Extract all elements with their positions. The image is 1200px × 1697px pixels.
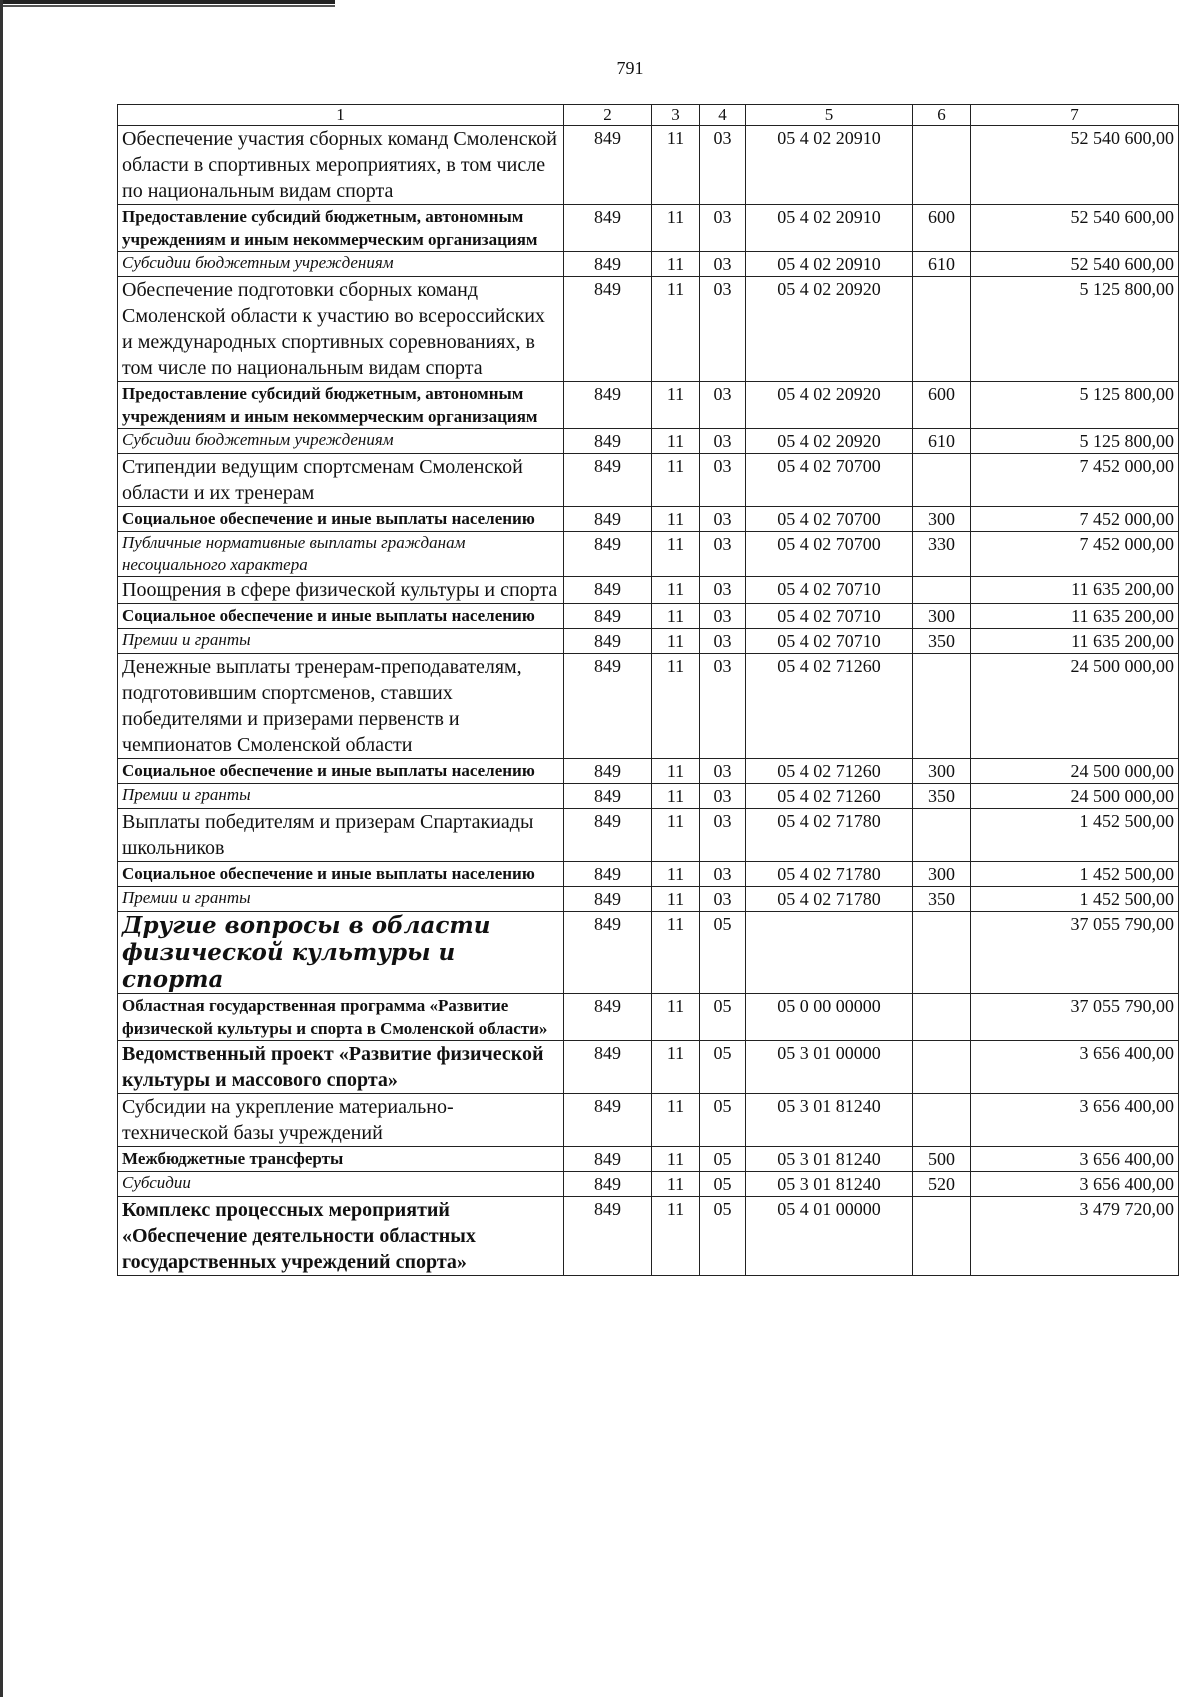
ministry-code: 849 xyxy=(564,809,652,862)
target-article-code: 05 3 01 00000 xyxy=(746,1041,913,1094)
amount: 52 540 600,00 xyxy=(971,252,1179,277)
budget-table xyxy=(117,104,1179,1276)
page-number: 791 xyxy=(616,58,644,78)
amount: 24 500 000,00 xyxy=(971,654,1179,759)
subsection-code: 05 xyxy=(700,1041,746,1094)
section-code: 11 xyxy=(652,1094,700,1147)
ministry-code: 849 xyxy=(564,887,652,912)
ministry-code: 849 xyxy=(564,382,652,429)
target-article-code: 05 4 02 71780 xyxy=(746,887,913,912)
subsection-code: 03 xyxy=(700,532,746,577)
ministry-code: 849 xyxy=(564,454,652,507)
ministry-code: 849 xyxy=(564,577,652,604)
item-name: Субсидии бюджетным учреждениям xyxy=(118,252,564,277)
target-article-code: 05 4 02 71260 xyxy=(746,759,913,784)
ministry-code: 849 xyxy=(564,1094,652,1147)
target-article-code: 05 4 02 70710 xyxy=(746,629,913,654)
ministry-code: 849 xyxy=(564,1197,652,1276)
target-article-code: 05 4 01 00000 xyxy=(746,1197,913,1276)
expense-type-code xyxy=(913,1094,971,1147)
subsection-code: 03 xyxy=(700,809,746,862)
target-article-code: 05 3 01 81240 xyxy=(746,1147,913,1172)
target-article-code: 05 4 02 20920 xyxy=(746,277,913,382)
table-row xyxy=(118,1041,1179,1094)
expense-type-code xyxy=(913,277,971,382)
subsection-code: 03 xyxy=(700,205,746,252)
target-article-code: 05 4 02 70700 xyxy=(746,532,913,577)
expense-type-code: 600 xyxy=(913,205,971,252)
table-row xyxy=(118,205,1179,252)
target-article-code xyxy=(746,912,913,994)
amount: 3 656 400,00 xyxy=(971,1094,1179,1147)
expense-type-code xyxy=(913,654,971,759)
item-name: Обеспечение участия сборных команд Смоленской области в спортивных мероприятиях, в том числе по национальным видам спорта xyxy=(118,126,564,205)
expense-type-code: 350 xyxy=(913,887,971,912)
expense-type-code xyxy=(913,454,971,507)
scan-edge-top xyxy=(0,0,335,4)
item-name: Предоставление субсидий бюджетным, автономным учреждениям и иным некоммерческим организациям xyxy=(118,382,564,429)
subsection-code: 03 xyxy=(700,784,746,809)
subsection-code: 03 xyxy=(700,382,746,429)
header-cell-7: 7 xyxy=(971,105,1179,126)
item-name: Областная государственная программа «Развитие физической культуры и спорта в Смоленской области» xyxy=(118,994,564,1041)
ministry-code: 849 xyxy=(564,654,652,759)
subsection-code: 03 xyxy=(700,277,746,382)
ministry-code: 849 xyxy=(564,205,652,252)
subsection-code: 03 xyxy=(700,252,746,277)
item-name: Субсидии xyxy=(118,1172,564,1197)
expense-type-code: 300 xyxy=(913,604,971,629)
ministry-code: 849 xyxy=(564,507,652,532)
subsection-code: 03 xyxy=(700,577,746,604)
amount: 24 500 000,00 xyxy=(971,784,1179,809)
expense-type-code: 610 xyxy=(913,252,971,277)
target-article-code: 05 4 02 70710 xyxy=(746,604,913,629)
target-article-code: 05 4 02 71780 xyxy=(746,809,913,862)
ministry-code: 849 xyxy=(564,629,652,654)
table-row xyxy=(118,429,1179,454)
item-name: Ведомственный проект «Развитие физической культуры и массового спорта» xyxy=(118,1041,564,1094)
section-code: 11 xyxy=(652,654,700,759)
table-row xyxy=(118,277,1179,382)
expense-type-code: 350 xyxy=(913,629,971,654)
amount: 5 125 800,00 xyxy=(971,277,1179,382)
expense-type-code: 520 xyxy=(913,1172,971,1197)
subsection-code: 03 xyxy=(700,604,746,629)
target-article-code: 05 3 01 81240 xyxy=(746,1094,913,1147)
expense-type-code: 350 xyxy=(913,784,971,809)
amount: 3 479 720,00 xyxy=(971,1197,1179,1276)
expense-type-code: 330 xyxy=(913,532,971,577)
subsection-code: 03 xyxy=(700,429,746,454)
table-row xyxy=(118,629,1179,654)
item-name: Межбюджетные трансферты xyxy=(118,1147,564,1172)
item-name: Денежные выплаты тренерам-преподавателям, подготовившим спортсменов, ставших победителями и призерами первенств и чемпионатов Смоленской области xyxy=(118,654,564,759)
table-row xyxy=(118,862,1179,887)
item-name: Публичные нормативные выплаты гражданам несоциального характера xyxy=(118,532,564,577)
amount: 52 540 600,00 xyxy=(971,205,1179,252)
expense-type-code: 600 xyxy=(913,382,971,429)
subsection-code: 05 xyxy=(700,1172,746,1197)
amount: 7 452 000,00 xyxy=(971,532,1179,577)
section-code: 11 xyxy=(652,809,700,862)
subsection-code: 03 xyxy=(700,507,746,532)
ministry-code: 849 xyxy=(564,759,652,784)
section-code: 11 xyxy=(652,887,700,912)
expense-type-code xyxy=(913,912,971,994)
target-article-code: 05 3 01 81240 xyxy=(746,1172,913,1197)
subsection-code: 05 xyxy=(700,994,746,1041)
expense-type-code xyxy=(913,1197,971,1276)
ministry-code: 849 xyxy=(564,604,652,629)
target-article-code: 05 4 02 20920 xyxy=(746,429,913,454)
amount: 7 452 000,00 xyxy=(971,507,1179,532)
section-code: 11 xyxy=(652,507,700,532)
subsection-code: 03 xyxy=(700,654,746,759)
expense-type-code: 300 xyxy=(913,759,971,784)
scan-edge-top-shadow xyxy=(0,5,335,7)
table-row xyxy=(118,382,1179,429)
section-code: 11 xyxy=(652,1041,700,1094)
amount: 5 125 800,00 xyxy=(971,382,1179,429)
section-code: 11 xyxy=(652,205,700,252)
expense-type-code xyxy=(913,126,971,205)
ministry-code: 849 xyxy=(564,532,652,577)
item-name: Социальное обеспечение и иные выплаты населению xyxy=(118,862,564,887)
section-code: 11 xyxy=(652,994,700,1041)
target-article-code: 05 4 02 20910 xyxy=(746,252,913,277)
item-name: Субсидии на укрепление материально-технической базы учреждений xyxy=(118,1094,564,1147)
expense-type-code: 300 xyxy=(913,507,971,532)
table-row xyxy=(118,759,1179,784)
ministry-code: 849 xyxy=(564,126,652,205)
subsection-code: 03 xyxy=(700,887,746,912)
subsection-code: 05 xyxy=(700,1094,746,1147)
item-name: Субсидии бюджетным учреждениям xyxy=(118,429,564,454)
item-name: Другие вопросы в области физической культуры и спорта xyxy=(118,912,564,994)
amount: 5 125 800,00 xyxy=(971,429,1179,454)
item-name: Комплекс процессных мероприятий «Обеспечение деятельности областных государственных учреждений спорта» xyxy=(118,1197,564,1276)
section-code: 11 xyxy=(652,1197,700,1276)
table-row xyxy=(118,507,1179,532)
table-row xyxy=(118,887,1179,912)
header-row xyxy=(118,105,1179,126)
section-code: 11 xyxy=(652,862,700,887)
table-row xyxy=(118,577,1179,604)
ministry-code: 849 xyxy=(564,277,652,382)
subsection-code: 03 xyxy=(700,454,746,507)
table-row xyxy=(118,1197,1179,1276)
item-name: Социальное обеспечение и иные выплаты населению xyxy=(118,759,564,784)
section-code: 11 xyxy=(652,532,700,577)
subsection-code: 03 xyxy=(700,629,746,654)
section-code: 11 xyxy=(652,1172,700,1197)
target-article-code: 05 0 00 00000 xyxy=(746,994,913,1041)
amount: 24 500 000,00 xyxy=(971,759,1179,784)
section-code: 11 xyxy=(652,382,700,429)
subsection-code: 03 xyxy=(700,759,746,784)
target-article-code: 05 4 02 71260 xyxy=(746,784,913,809)
expense-type-code xyxy=(913,577,971,604)
amount: 11 635 200,00 xyxy=(971,629,1179,654)
amount: 37 055 790,00 xyxy=(971,994,1179,1041)
amount: 52 540 600,00 xyxy=(971,126,1179,205)
table-row xyxy=(118,454,1179,507)
section-code: 11 xyxy=(652,784,700,809)
target-article-code: 05 4 02 71780 xyxy=(746,862,913,887)
amount: 11 635 200,00 xyxy=(971,577,1179,604)
table-row xyxy=(118,994,1179,1041)
item-name: Поощрения в сфере физической культуры и спорта xyxy=(118,577,564,604)
amount: 3 656 400,00 xyxy=(971,1147,1179,1172)
subsection-code: 05 xyxy=(700,1147,746,1172)
item-name: Премии и гранты xyxy=(118,887,564,912)
table-row xyxy=(118,604,1179,629)
table-row xyxy=(118,912,1179,994)
item-name: Премии и гранты xyxy=(118,784,564,809)
section-code: 11 xyxy=(652,277,700,382)
header-cell-3: 3 xyxy=(652,105,700,126)
target-article-code: 05 4 02 20910 xyxy=(746,126,913,205)
ministry-code: 849 xyxy=(564,429,652,454)
target-article-code: 05 4 02 70700 xyxy=(746,454,913,507)
table-row xyxy=(118,654,1179,759)
amount: 1 452 500,00 xyxy=(971,862,1179,887)
subsection-code: 05 xyxy=(700,912,746,994)
subsection-code: 05 xyxy=(700,1197,746,1276)
expense-type-code: 500 xyxy=(913,1147,971,1172)
target-article-code: 05 4 02 71260 xyxy=(746,654,913,759)
header-cell-6: 6 xyxy=(913,105,971,126)
target-article-code: 05 4 02 20910 xyxy=(746,205,913,252)
item-name: Предоставление субсидий бюджетным, автономным учреждениям и иным некоммерческим организациям xyxy=(118,205,564,252)
ministry-code: 849 xyxy=(564,862,652,887)
section-code: 11 xyxy=(652,577,700,604)
ministry-code: 849 xyxy=(564,1172,652,1197)
expense-type-code xyxy=(913,809,971,862)
amount: 3 656 400,00 xyxy=(971,1041,1179,1094)
section-code: 11 xyxy=(652,604,700,629)
target-article-code: 05 4 02 70710 xyxy=(746,577,913,604)
table-row xyxy=(118,126,1179,205)
amount: 1 452 500,00 xyxy=(971,887,1179,912)
table-body xyxy=(118,105,1179,1276)
item-name: Социальное обеспечение и иные выплаты населению xyxy=(118,507,564,532)
item-name: Выплаты победителям и призерам Спартакиады школьников xyxy=(118,809,564,862)
section-code: 11 xyxy=(652,759,700,784)
scan-edge-left xyxy=(0,0,3,1697)
expense-type-code: 610 xyxy=(913,429,971,454)
ministry-code: 849 xyxy=(564,784,652,809)
table-row xyxy=(118,1172,1179,1197)
item-name: Стипендии ведущим спортсменам Смоленской области и их тренерам xyxy=(118,454,564,507)
ministry-code: 849 xyxy=(564,1147,652,1172)
table-row xyxy=(118,784,1179,809)
section-code: 11 xyxy=(652,454,700,507)
section-code: 11 xyxy=(652,629,700,654)
section-code: 11 xyxy=(652,429,700,454)
header-cell-4: 4 xyxy=(700,105,746,126)
ministry-code: 849 xyxy=(564,252,652,277)
section-code: 11 xyxy=(652,912,700,994)
amount: 37 055 790,00 xyxy=(971,912,1179,994)
amount: 1 452 500,00 xyxy=(971,809,1179,862)
target-article-code: 05 4 02 20920 xyxy=(746,382,913,429)
table-row xyxy=(118,1147,1179,1172)
table-row xyxy=(118,1094,1179,1147)
table-row xyxy=(118,252,1179,277)
table-row xyxy=(118,532,1179,577)
expense-type-code: 300 xyxy=(913,862,971,887)
subsection-code: 03 xyxy=(700,862,746,887)
amount: 11 635 200,00 xyxy=(971,604,1179,629)
expense-type-code xyxy=(913,994,971,1041)
header-cell-2: 2 xyxy=(564,105,652,126)
amount: 3 656 400,00 xyxy=(971,1172,1179,1197)
target-article-code: 05 4 02 70700 xyxy=(746,507,913,532)
ministry-code: 849 xyxy=(564,912,652,994)
section-code: 11 xyxy=(652,252,700,277)
expense-type-code xyxy=(913,1041,971,1094)
item-name: Премии и гранты xyxy=(118,629,564,654)
header-cell-1: 1 xyxy=(118,105,564,126)
amount: 7 452 000,00 xyxy=(971,454,1179,507)
section-code: 11 xyxy=(652,1147,700,1172)
header-cell-5: 5 xyxy=(746,105,913,126)
ministry-code: 849 xyxy=(564,1041,652,1094)
table-row xyxy=(118,809,1179,862)
section-code: 11 xyxy=(652,126,700,205)
item-name: Обеспечение подготовки сборных команд Смоленской области к участию во всероссийских и международных спортивных соревнованиях, в том числе по национальным видам спорта xyxy=(118,277,564,382)
subsection-code: 03 xyxy=(700,126,746,205)
item-name: Социальное обеспечение и иные выплаты населению xyxy=(118,604,564,629)
ministry-code: 849 xyxy=(564,994,652,1041)
